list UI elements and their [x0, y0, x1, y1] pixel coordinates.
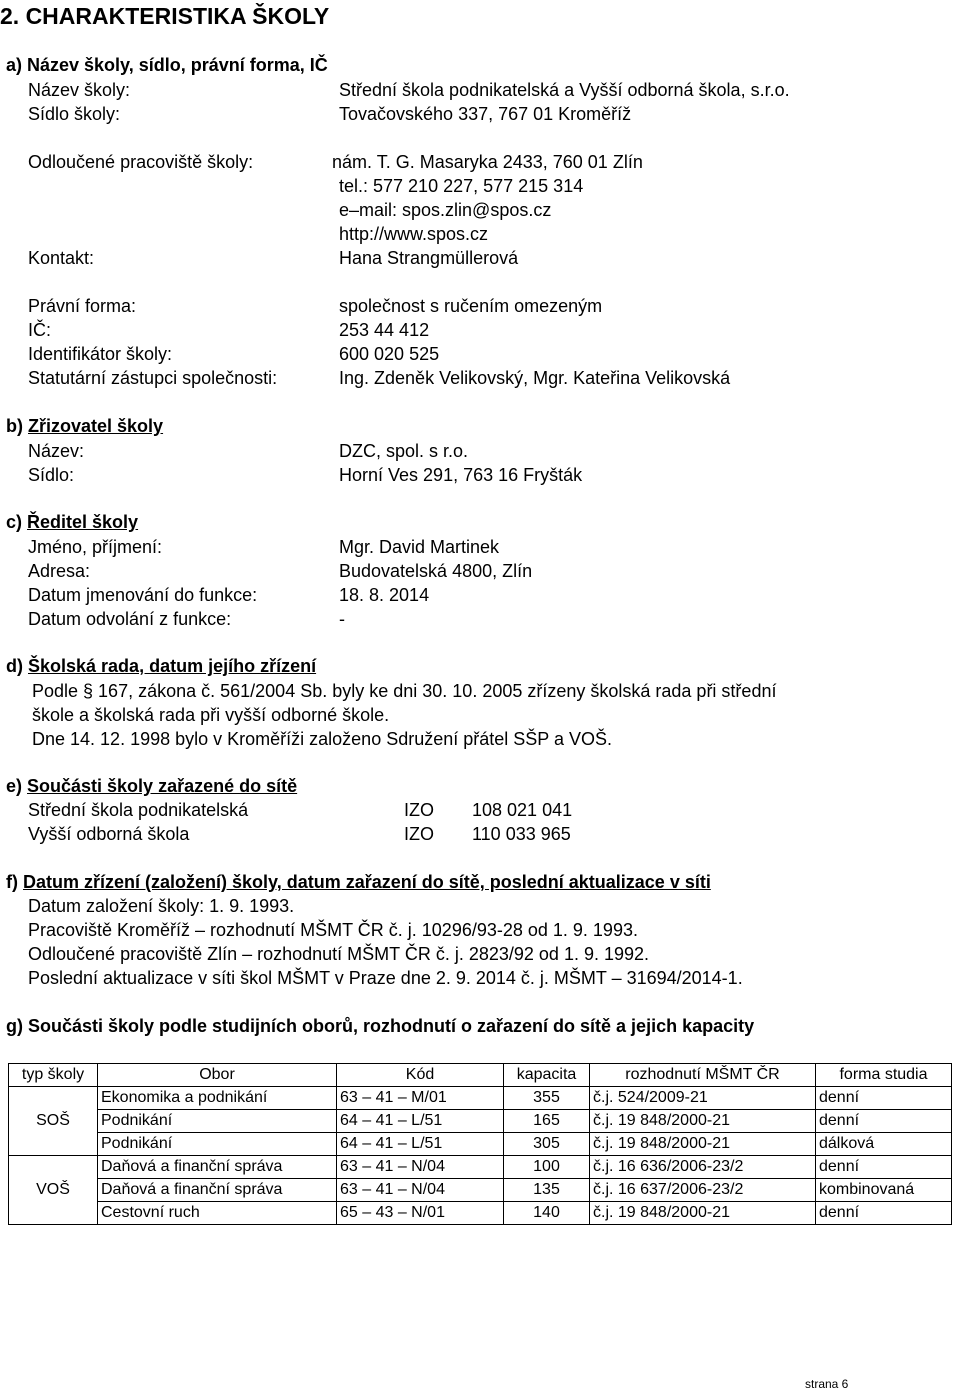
- school-name-label: Název školy:: [28, 80, 131, 100]
- legal-form-label: Právní forma:: [28, 296, 137, 316]
- column-header: rozhodnutí MŠMT ČR: [590, 1064, 816, 1087]
- component-name: Střední škola podnikatelská: [28, 800, 249, 820]
- director-address-value: Budovatelská 4800, Zlín: [339, 561, 533, 581]
- last-update-line: Poslední aktualizace v síti škol MŠMT v Praze dne 2. 9. 2014 č. j. MŠMT – 31694/2014-1.: [28, 968, 743, 988]
- ic-label: IČ:: [28, 320, 52, 340]
- director-name-label: Jméno, příjmení:: [28, 537, 163, 557]
- decision-cell: č.j. 16 637/2006-23/2: [590, 1179, 816, 1202]
- study-form-cell: denní: [816, 1156, 952, 1179]
- branch-tel: tel.: 577 210 227, 577 215 314: [339, 176, 584, 196]
- section-b-heading: b) Zřizovatel školy: [6, 416, 164, 436]
- legal-form-value: společnost s ručením omezeným: [339, 296, 603, 316]
- program-cell: Daňová a finanční správa: [98, 1156, 337, 1179]
- school-type-cell: SOŠ: [9, 1087, 98, 1156]
- izo-value: 110 033 965: [472, 824, 571, 844]
- school-name-value: Střední škola podnikatelská a Vyšší odborná škola, s.r.o.: [339, 80, 790, 100]
- column-header: forma studia: [816, 1064, 952, 1087]
- appointed-value: 18. 8. 2014: [339, 585, 430, 605]
- table-header-row: [9, 1064, 952, 1087]
- founder-seat-label: Sídlo:: [28, 465, 75, 485]
- representatives-label: Statutární zástupci společnosti:: [28, 368, 278, 388]
- capacity-cell: 355: [504, 1087, 590, 1110]
- section-c-heading: c) Ředitel školy: [6, 512, 139, 532]
- code-cell: 63 – 41 – N/04: [337, 1156, 504, 1179]
- program-cell: Podnikání: [98, 1110, 337, 1133]
- recalled-value: -: [339, 609, 345, 629]
- table-row: [9, 1087, 952, 1110]
- decision-cell: č.j. 19 848/2000-21: [590, 1133, 816, 1156]
- recalled-label: Datum odvolání z funkce:: [28, 609, 232, 629]
- component-name: Vyšší odborná škola: [28, 824, 190, 844]
- table-row: [9, 1179, 952, 1202]
- study-form-cell: denní: [816, 1110, 952, 1133]
- program-cell: Daňová a finanční správa: [98, 1179, 337, 1202]
- school-seat-value: Tovačovského 337, 767 01 Kroměříž: [339, 104, 632, 124]
- decision-cell: č.j. 524/2009-21: [590, 1087, 816, 1110]
- column-header: typ školy: [9, 1064, 98, 1087]
- section-e-heading: e) Součásti školy zařazené do sítě: [6, 776, 298, 796]
- director-address-label: Adresa:: [28, 561, 91, 581]
- decision-cell: č.j. 16 636/2006-23/2: [590, 1156, 816, 1179]
- director-name-value: Mgr. David Martinek: [339, 537, 500, 557]
- zlin-decision-line: Odloučené pracoviště Zlín – rozhodnutí MŠMT ČR č. j. 2823/92 od 1. 9. 1992.: [28, 944, 650, 964]
- study-programs-table: [8, 1063, 952, 1225]
- council-text-line-3: Dne 14. 12. 1998 bylo v Kroměříži založeno Sdružení přátel SŠP a VOŠ.: [32, 729, 612, 749]
- section-d-heading: d) Školská rada, datum jejího zřízení: [6, 656, 317, 676]
- section-a-heading: a) Název školy, sídlo, právní forma, IČ: [6, 55, 328, 75]
- column-header: Obor: [98, 1064, 337, 1087]
- capacity-cell: 165: [504, 1110, 590, 1133]
- capacity-cell: 140: [504, 1202, 590, 1225]
- table-row: [9, 1133, 952, 1156]
- program-cell: Podnikání: [98, 1133, 337, 1156]
- study-form-cell: dálková: [816, 1133, 952, 1156]
- representatives-value: Ing. Zdeněk Velikovský, Mgr. Kateřina Velikovská: [339, 368, 731, 388]
- contact-value: Hana Strangmüllerová: [339, 248, 519, 268]
- decision-cell: č.j. 19 848/2000-21: [590, 1110, 816, 1133]
- kromeriz-decision-line: Pracoviště Kroměříž – rozhodnutí MŠMT ČR č. j. 10296/93-28 od 1. 9. 1993.: [28, 920, 638, 940]
- code-cell: 64 – 41 – L/51: [337, 1133, 504, 1156]
- study-form-cell: kombinovaná: [816, 1179, 952, 1202]
- code-cell: 63 – 41 – M/01: [337, 1087, 504, 1110]
- school-id-label: Identifikátor školy:: [28, 344, 173, 364]
- branch-web: http://www.spos.cz: [339, 224, 489, 244]
- code-cell: 65 – 43 – N/01: [337, 1202, 504, 1225]
- code-cell: 63 – 41 – N/04: [337, 1179, 504, 1202]
- program-cell: Ekonomika a podnikání: [98, 1087, 337, 1110]
- decision-cell: č.j. 19 848/2000-21: [590, 1202, 816, 1225]
- contact-label: Kontakt:: [28, 248, 95, 268]
- table-row: [9, 1156, 952, 1179]
- section-g-heading: g) Součásti školy podle studijních oborů, rozhodnutí o zařazení do sítě a jejich kapacity: [6, 1016, 755, 1036]
- study-form-cell: denní: [816, 1087, 952, 1110]
- code-cell: 64 – 41 – L/51: [337, 1110, 504, 1133]
- izo-value: 108 021 041: [472, 800, 573, 820]
- izo-label: IZO: [404, 824, 434, 844]
- table-row: [9, 1202, 952, 1225]
- school-type-cell: VOŠ: [9, 1156, 98, 1225]
- ic-value: 253 44 412: [339, 320, 430, 340]
- branch-email: e–mail: spos.zlin@spos.cz: [339, 200, 552, 220]
- founder-name-label: Název:: [28, 441, 85, 461]
- section-f-heading: f) Datum zřízení (založení) školy, datum zařazení do sítě, poslední aktualizace v síti: [6, 872, 711, 892]
- school-seat-label: Sídlo školy:: [28, 104, 121, 124]
- appointed-label: Datum jmenování do funkce:: [28, 585, 258, 605]
- school-id-value: 600 020 525: [339, 344, 440, 364]
- study-form-cell: denní: [816, 1202, 952, 1225]
- founder-seat-value: Horní Ves 291, 763 16 Fryšták: [339, 465, 583, 485]
- program-cell: Cestovní ruch: [98, 1202, 337, 1225]
- column-header: Kód: [337, 1064, 504, 1087]
- council-text-line-1: Podle § 167, zákona č. 561/2004 Sb. byly ke dni 30. 10. 2005 zřízeny školská rada při střední: [32, 681, 777, 701]
- branch-label: Odloučené pracoviště školy:: [28, 152, 254, 172]
- capacity-cell: 100: [504, 1156, 590, 1179]
- founding-date-line: Datum založení školy: 1. 9. 1993.: [28, 896, 295, 916]
- founder-name-value: DZC, spol. s r.o.: [339, 441, 469, 461]
- page-title: 2. CHARAKTERISTIKA ŠKOLY: [0, 3, 330, 29]
- column-header: kapacita: [504, 1064, 590, 1087]
- branch-address: nám. T. G. Masaryka 2433, 760 01 Zlín: [332, 152, 643, 172]
- table-row: [9, 1110, 952, 1133]
- capacity-cell: 305: [504, 1133, 590, 1156]
- capacity-cell: 135: [504, 1179, 590, 1202]
- izo-label: IZO: [404, 800, 434, 820]
- council-text-line-2: škole a školská rada při vyšší odborné škole.: [32, 705, 390, 725]
- page-number: strana 6: [805, 1377, 849, 1391]
